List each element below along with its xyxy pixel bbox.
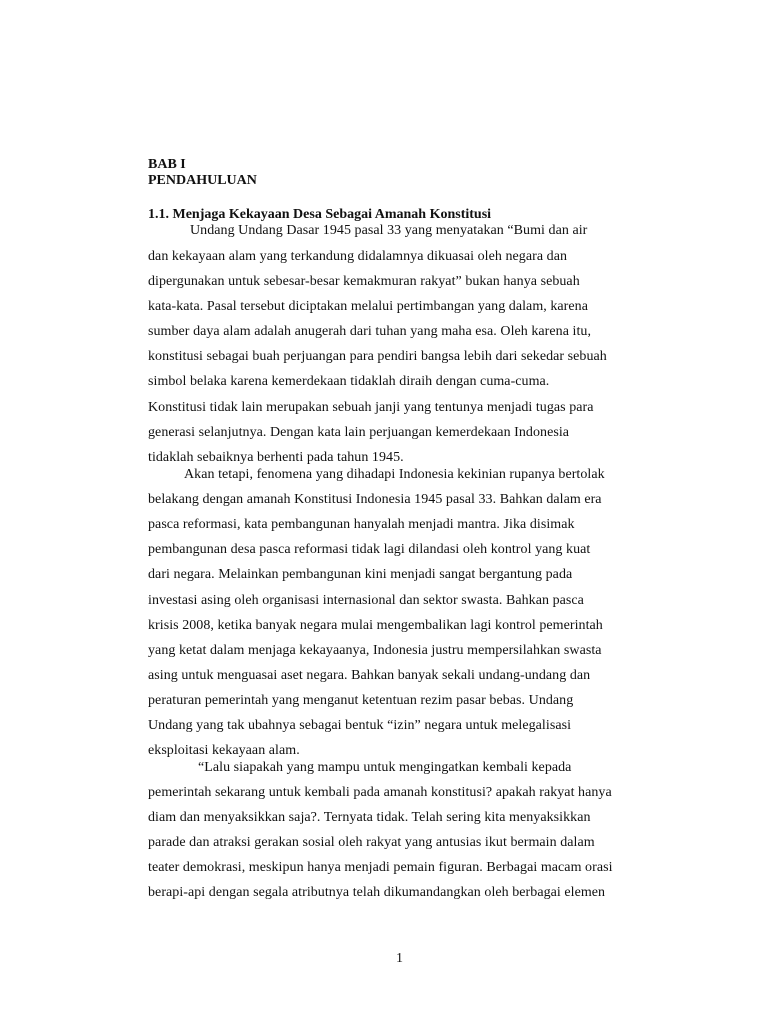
body-line: parade dan atraksi gerakan sosial oleh rakyat yang antusias ikut bermain dalam	[148, 835, 595, 850]
body-line: yang ketat dalam menjaga kekayaanya, Indonesia justru mempersilahkan swasta	[148, 643, 602, 658]
body-line: simbol belaka karena kemerdekaan tidaklah diraih dengan cuma-cuma.	[148, 374, 550, 389]
body-line: krisis 2008, ketika banyak negara mulai mengembalikan lagi kontrol pemerintah	[148, 618, 603, 633]
body-line: dari negara. Melainkan pembangunan kini menjadi sangat bergantung pada	[148, 567, 573, 582]
body-line: asing untuk menguasai aset negara. Bahkan banyak sekali undang-undang dan	[148, 668, 591, 683]
body-line: Konstitusi tidak lain merupakan sebuah janji yang tentunya menjadi tugas para	[148, 400, 594, 415]
body-line: Akan tetapi, fenomena yang dihadapi Indonesia kekinian rupanya bertolak	[184, 467, 605, 482]
body-line: konstitusi sebagai buah perjuangan para pendiri bangsa lebih dari sekedar sebuah	[148, 349, 607, 364]
chapter-label: BAB I	[148, 157, 186, 172]
body-line: Undang Undang Dasar 1945 pasal 33 yang menyatakan “Bumi dan air	[190, 223, 588, 238]
body-line: pemerintah sekarang untuk kembali pada amanah konstitusi? apakah rakyat hanya	[148, 785, 612, 800]
body-line: dan kekayaan alam yang terkandung didalamnya dikuasai oleh negara dan	[148, 249, 568, 264]
body-line: Undang yang tak ubahnya sebagai bentuk “izin” negara untuk melegalisasi	[148, 718, 572, 733]
section-title: 1.1. Menjaga Kekayaan Desa Sebagai Amanah Konstitusi	[148, 207, 492, 222]
page-number: 1	[396, 951, 403, 966]
body-line: dipergunakan untuk sebesar-besar kemakmuran rakyat” bukan hanya sebuah	[148, 274, 580, 289]
body-line: “Lalu siapakah yang mampu untuk mengingatkan kembali kepada	[198, 760, 572, 775]
body-line: generasi selanjutnya. Dengan kata lain perjuangan kemerdekaan Indonesia	[148, 425, 570, 440]
body-line: sumber daya alam adalah anugerah dari tuhan yang maha esa. Oleh karena itu,	[148, 324, 592, 339]
body-line: diam dan menyaksikkan saja?. Ternyata tidak. Telah sering kita menyaksikkan	[148, 810, 591, 825]
body-line: kata-kata. Pasal tersebut diciptakan melalui pertimbangan yang dalam, karena	[148, 299, 588, 314]
body-line: pasca reformasi, kata pembangunan hanyalah menjadi mantra. Jika disimak	[148, 517, 575, 532]
body-line: eksploitasi kekayaan alam.	[148, 743, 300, 758]
body-line: investasi asing oleh organisasi internasional dan sektor swasta. Bahkan pasca	[148, 593, 584, 608]
body-line: belakang dengan amanah Konstitusi Indonesia 1945 pasal 33. Bahkan dalam era	[148, 492, 602, 507]
body-line: tidaklah sebaiknya berhenti pada tahun 1945.	[148, 450, 404, 465]
body-line: berapi-api dengan segala atributnya telah dikumandangkan oleh berbagai elemen	[148, 885, 606, 900]
body-line: teater demokrasi, meskipun hanya menjadi pemain figuran. Berbagai macam orasi	[148, 860, 613, 875]
body-line: peraturan pemerintah yang menganut ketentuan rezim pasar bebas. Undang	[148, 693, 574, 708]
chapter-title: PENDAHULUAN	[148, 173, 257, 188]
body-line: pembangunan desa pasca reformasi tidak lagi dilandasi oleh kontrol yang kuat	[148, 542, 591, 557]
